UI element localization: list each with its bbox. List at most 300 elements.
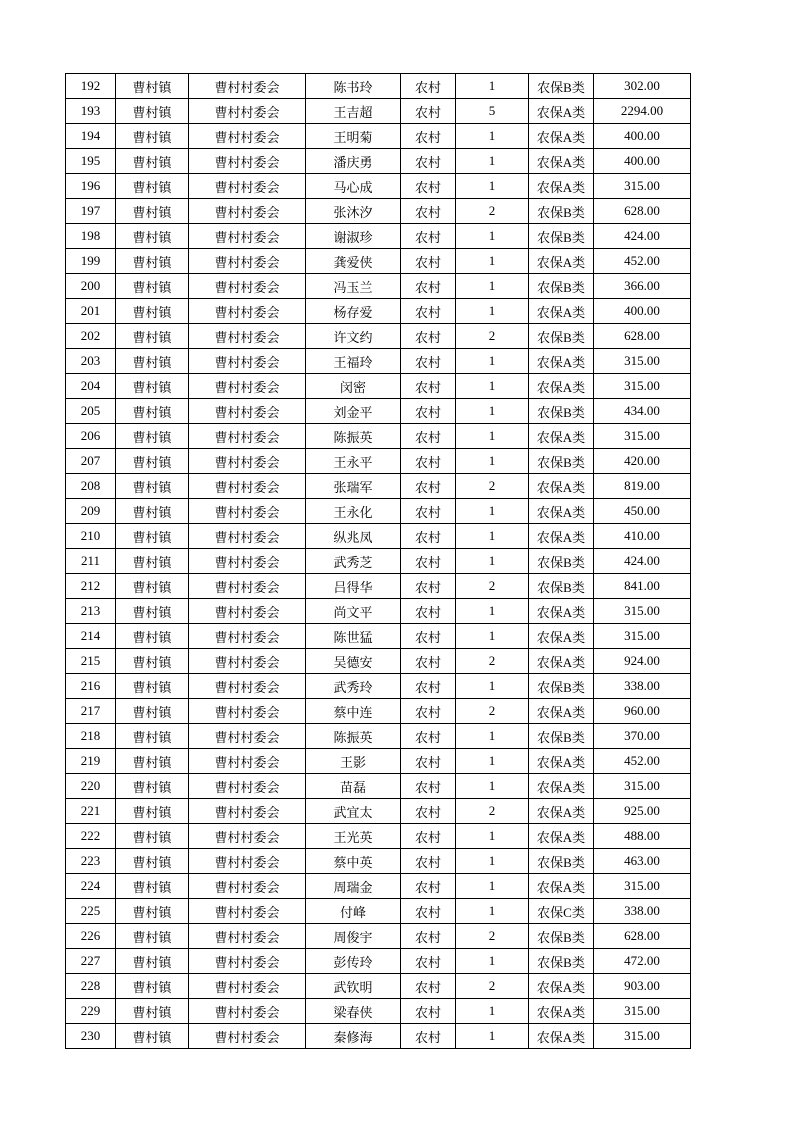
cell-insurance-category: 农保A类	[529, 624, 594, 649]
cell-amount: 924.00	[594, 649, 691, 674]
cell-insurance-category: 农保B类	[529, 724, 594, 749]
cell-village-committee: 曹村村委会	[189, 249, 306, 274]
cell-town: 曹村镇	[116, 299, 189, 324]
cell-name: 周俊宇	[306, 924, 401, 949]
cell-insurance-category: 农保A类	[529, 824, 594, 849]
table-row	[66, 749, 691, 774]
cell-person-count: 1	[456, 74, 529, 99]
cell-person-count: 2	[456, 199, 529, 224]
cell-residence-type: 农村	[401, 924, 456, 949]
table-row	[66, 724, 691, 749]
table-row	[66, 274, 691, 299]
cell-row-number: 198	[66, 224, 116, 249]
cell-amount: 903.00	[594, 974, 691, 999]
cell-village-committee: 曹村村委会	[189, 974, 306, 999]
cell-town: 曹村镇	[116, 374, 189, 399]
cell-person-count: 2	[456, 974, 529, 999]
cell-row-number: 225	[66, 899, 116, 924]
cell-insurance-category: 农保B类	[529, 924, 594, 949]
cell-person-count: 1	[456, 999, 529, 1024]
cell-insurance-category: 农保A类	[529, 1024, 594, 1049]
cell-amount: 841.00	[594, 574, 691, 599]
table-row	[66, 624, 691, 649]
cell-town: 曹村镇	[116, 724, 189, 749]
cell-insurance-category: 农保B类	[529, 199, 594, 224]
cell-insurance-category: 农保C类	[529, 899, 594, 924]
cell-name: 付峰	[306, 899, 401, 924]
cell-insurance-category: 农保A类	[529, 524, 594, 549]
cell-village-committee: 曹村村委会	[189, 699, 306, 724]
cell-name: 刘金平	[306, 399, 401, 424]
table-row	[66, 824, 691, 849]
cell-residence-type: 农村	[401, 999, 456, 1024]
cell-person-count: 2	[456, 324, 529, 349]
cell-residence-type: 农村	[401, 874, 456, 899]
table-row	[66, 374, 691, 399]
table-row	[66, 449, 691, 474]
cell-row-number: 196	[66, 174, 116, 199]
cell-residence-type: 农村	[401, 74, 456, 99]
cell-village-committee: 曹村村委会	[189, 824, 306, 849]
cell-residence-type: 农村	[401, 374, 456, 399]
table-row	[66, 224, 691, 249]
cell-insurance-category: 农保B类	[529, 399, 594, 424]
cell-amount: 2294.00	[594, 99, 691, 124]
cell-town: 曹村镇	[116, 74, 189, 99]
cell-person-count: 2	[456, 924, 529, 949]
cell-row-number: 210	[66, 524, 116, 549]
cell-amount: 424.00	[594, 549, 691, 574]
cell-amount: 400.00	[594, 299, 691, 324]
cell-name: 潘庆勇	[306, 149, 401, 174]
cell-residence-type: 农村	[401, 974, 456, 999]
table-row	[66, 174, 691, 199]
cell-row-number: 201	[66, 299, 116, 324]
cell-town: 曹村镇	[116, 749, 189, 774]
cell-name: 吕得华	[306, 574, 401, 599]
table-row	[66, 849, 691, 874]
cell-person-count: 1	[456, 599, 529, 624]
cell-residence-type: 农村	[401, 399, 456, 424]
cell-residence-type: 农村	[401, 449, 456, 474]
cell-residence-type: 农村	[401, 299, 456, 324]
cell-insurance-category: 农保B类	[529, 74, 594, 99]
cell-insurance-category: 农保A类	[529, 774, 594, 799]
cell-village-committee: 曹村村委会	[189, 749, 306, 774]
cell-name: 陈世猛	[306, 624, 401, 649]
cell-person-count: 2	[456, 474, 529, 499]
cell-village-committee: 曹村村委会	[189, 374, 306, 399]
cell-name: 武钦明	[306, 974, 401, 999]
cell-name: 张瑞军	[306, 474, 401, 499]
cell-person-count: 1	[456, 1024, 529, 1049]
cell-insurance-category: 农保A类	[529, 749, 594, 774]
cell-insurance-category: 农保B类	[529, 324, 594, 349]
cell-insurance-category: 农保B类	[529, 274, 594, 299]
cell-person-count: 1	[456, 174, 529, 199]
cell-row-number: 212	[66, 574, 116, 599]
cell-town: 曹村镇	[116, 399, 189, 424]
cell-row-number: 218	[66, 724, 116, 749]
cell-town: 曹村镇	[116, 1024, 189, 1049]
cell-amount: 338.00	[594, 674, 691, 699]
table-row	[66, 949, 691, 974]
cell-residence-type: 农村	[401, 174, 456, 199]
cell-row-number: 215	[66, 649, 116, 674]
cell-town: 曹村镇	[116, 874, 189, 899]
cell-row-number: 211	[66, 549, 116, 574]
cell-name: 王吉超	[306, 99, 401, 124]
cell-village-committee: 曹村村委会	[189, 524, 306, 549]
cell-insurance-category: 农保B类	[529, 574, 594, 599]
cell-amount: 315.00	[594, 624, 691, 649]
cell-name: 苗磊	[306, 774, 401, 799]
cell-amount: 452.00	[594, 749, 691, 774]
cell-row-number: 223	[66, 849, 116, 874]
cell-village-committee: 曹村村委会	[189, 874, 306, 899]
cell-person-count: 1	[456, 849, 529, 874]
cell-town: 曹村镇	[116, 499, 189, 524]
cell-insurance-category: 农保A类	[529, 699, 594, 724]
cell-person-count: 1	[456, 249, 529, 274]
cell-town: 曹村镇	[116, 249, 189, 274]
cell-residence-type: 农村	[401, 149, 456, 174]
cell-name: 尚文平	[306, 599, 401, 624]
cell-town: 曹村镇	[116, 174, 189, 199]
cell-name: 谢淑珍	[306, 224, 401, 249]
cell-amount: 370.00	[594, 724, 691, 749]
cell-residence-type: 农村	[401, 324, 456, 349]
cell-name: 王永平	[306, 449, 401, 474]
table-row	[66, 124, 691, 149]
cell-amount: 450.00	[594, 499, 691, 524]
table-row	[66, 649, 691, 674]
table-row	[66, 874, 691, 899]
cell-village-committee: 曹村村委会	[189, 499, 306, 524]
cell-amount: 315.00	[594, 374, 691, 399]
cell-insurance-category: 农保A类	[529, 649, 594, 674]
cell-town: 曹村镇	[116, 349, 189, 374]
cell-village-committee: 曹村村委会	[189, 224, 306, 249]
cell-village-committee: 曹村村委会	[189, 149, 306, 174]
cell-row-number: 228	[66, 974, 116, 999]
cell-amount: 400.00	[594, 124, 691, 149]
table-row	[66, 924, 691, 949]
cell-name: 纵兆凤	[306, 524, 401, 549]
cell-town: 曹村镇	[116, 924, 189, 949]
table-row	[66, 499, 691, 524]
table-row	[66, 699, 691, 724]
cell-village-committee: 曹村村委会	[189, 849, 306, 874]
cell-person-count: 1	[456, 149, 529, 174]
cell-town: 曹村镇	[116, 274, 189, 299]
cell-amount: 315.00	[594, 349, 691, 374]
table-row	[66, 1024, 691, 1049]
cell-person-count: 2	[456, 649, 529, 674]
cell-row-number: 207	[66, 449, 116, 474]
cell-row-number: 214	[66, 624, 116, 649]
cell-row-number: 230	[66, 1024, 116, 1049]
cell-residence-type: 农村	[401, 124, 456, 149]
cell-insurance-category: 农保A类	[529, 424, 594, 449]
cell-insurance-category: 农保B类	[529, 224, 594, 249]
cell-town: 曹村镇	[116, 649, 189, 674]
cell-name: 陈书玲	[306, 74, 401, 99]
cell-person-count: 1	[456, 724, 529, 749]
cell-town: 曹村镇	[116, 799, 189, 824]
cell-name: 王福玲	[306, 349, 401, 374]
table-row	[66, 474, 691, 499]
cell-amount: 315.00	[594, 874, 691, 899]
cell-row-number: 229	[66, 999, 116, 1024]
table-row	[66, 299, 691, 324]
cell-name: 王明菊	[306, 124, 401, 149]
cell-town: 曹村镇	[116, 149, 189, 174]
cell-insurance-category: 农保A类	[529, 374, 594, 399]
cell-amount: 472.00	[594, 949, 691, 974]
cell-residence-type: 农村	[401, 599, 456, 624]
table-row	[66, 974, 691, 999]
cell-name: 冯玉兰	[306, 274, 401, 299]
cell-name: 吴德安	[306, 649, 401, 674]
cell-name: 许文约	[306, 324, 401, 349]
table-row	[66, 199, 691, 224]
cell-residence-type: 农村	[401, 574, 456, 599]
cell-amount: 452.00	[594, 249, 691, 274]
cell-name: 王影	[306, 749, 401, 774]
cell-name: 武宜太	[306, 799, 401, 824]
cell-village-committee: 曹村村委会	[189, 724, 306, 749]
cell-insurance-category: 农保A类	[529, 174, 594, 199]
cell-person-count: 1	[456, 549, 529, 574]
cell-town: 曹村镇	[116, 124, 189, 149]
cell-village-committee: 曹村村委会	[189, 1024, 306, 1049]
cell-row-number: 226	[66, 924, 116, 949]
cell-residence-type: 农村	[401, 699, 456, 724]
cell-residence-type: 农村	[401, 424, 456, 449]
table-row	[66, 774, 691, 799]
cell-village-committee: 曹村村委会	[189, 274, 306, 299]
cell-amount: 315.00	[594, 599, 691, 624]
table-row	[66, 799, 691, 824]
cell-amount: 410.00	[594, 524, 691, 549]
cell-name: 武秀芝	[306, 549, 401, 574]
cell-village-committee: 曹村村委会	[189, 349, 306, 374]
cell-insurance-category: 农保B类	[529, 449, 594, 474]
table-row	[66, 524, 691, 549]
cell-insurance-category: 农保A类	[529, 349, 594, 374]
cell-person-count: 1	[456, 524, 529, 549]
cell-residence-type: 农村	[401, 199, 456, 224]
cell-amount: 424.00	[594, 224, 691, 249]
cell-amount: 819.00	[594, 474, 691, 499]
cell-village-committee: 曹村村委会	[189, 899, 306, 924]
cell-town: 曹村镇	[116, 449, 189, 474]
cell-village-committee: 曹村村委会	[189, 574, 306, 599]
cell-insurance-category: 农保A类	[529, 999, 594, 1024]
cell-village-committee: 曹村村委会	[189, 199, 306, 224]
cell-row-number: 222	[66, 824, 116, 849]
table-row	[66, 74, 691, 99]
cell-residence-type: 农村	[401, 849, 456, 874]
cell-name: 周瑞金	[306, 874, 401, 899]
cell-village-committee: 曹村村委会	[189, 324, 306, 349]
cell-name: 秦修海	[306, 1024, 401, 1049]
cell-amount: 315.00	[594, 424, 691, 449]
cell-amount: 400.00	[594, 149, 691, 174]
cell-town: 曹村镇	[116, 774, 189, 799]
cell-name: 蔡中连	[306, 699, 401, 724]
cell-row-number: 206	[66, 424, 116, 449]
cell-name: 武秀玲	[306, 674, 401, 699]
table-row	[66, 999, 691, 1024]
cell-residence-type: 农村	[401, 749, 456, 774]
cell-row-number: 227	[66, 949, 116, 974]
cell-insurance-category: 农保A类	[529, 249, 594, 274]
cell-row-number: 199	[66, 249, 116, 274]
cell-row-number: 195	[66, 149, 116, 174]
cell-residence-type: 农村	[401, 949, 456, 974]
cell-town: 曹村镇	[116, 424, 189, 449]
cell-person-count: 1	[456, 124, 529, 149]
cell-residence-type: 农村	[401, 899, 456, 924]
cell-row-number: 205	[66, 399, 116, 424]
cell-residence-type: 农村	[401, 724, 456, 749]
table-row	[66, 549, 691, 574]
cell-person-count: 1	[456, 374, 529, 399]
cell-person-count: 1	[456, 299, 529, 324]
cell-village-committee: 曹村村委会	[189, 949, 306, 974]
cell-insurance-category: 农保A类	[529, 499, 594, 524]
cell-town: 曹村镇	[116, 99, 189, 124]
cell-residence-type: 农村	[401, 799, 456, 824]
cell-row-number: 209	[66, 499, 116, 524]
table-row	[66, 324, 691, 349]
cell-row-number: 224	[66, 874, 116, 899]
cell-person-count: 1	[456, 349, 529, 374]
cell-insurance-category: 农保B类	[529, 674, 594, 699]
cell-residence-type: 农村	[401, 774, 456, 799]
cell-village-committee: 曹村村委会	[189, 799, 306, 824]
cell-town: 曹村镇	[116, 574, 189, 599]
cell-town: 曹村镇	[116, 999, 189, 1024]
cell-amount: 366.00	[594, 274, 691, 299]
cell-row-number: 204	[66, 374, 116, 399]
cell-town: 曹村镇	[116, 699, 189, 724]
cell-name: 梁春侠	[306, 999, 401, 1024]
cell-town: 曹村镇	[116, 549, 189, 574]
table-row	[66, 349, 691, 374]
cell-residence-type: 农村	[401, 1024, 456, 1049]
cell-insurance-category: 农保A类	[529, 124, 594, 149]
cell-row-number: 197	[66, 199, 116, 224]
cell-person-count: 1	[456, 774, 529, 799]
cell-village-committee: 曹村村委会	[189, 399, 306, 424]
cell-amount: 420.00	[594, 449, 691, 474]
cell-amount: 628.00	[594, 324, 691, 349]
cell-residence-type: 农村	[401, 549, 456, 574]
cell-name: 蔡中英	[306, 849, 401, 874]
cell-row-number: 221	[66, 799, 116, 824]
cell-town: 曹村镇	[116, 524, 189, 549]
cell-insurance-category: 农保A类	[529, 799, 594, 824]
cell-village-committee: 曹村村委会	[189, 299, 306, 324]
cell-residence-type: 农村	[401, 249, 456, 274]
cell-village-committee: 曹村村委会	[189, 99, 306, 124]
table-row	[66, 399, 691, 424]
cell-town: 曹村镇	[116, 624, 189, 649]
cell-amount: 628.00	[594, 199, 691, 224]
cell-town: 曹村镇	[116, 324, 189, 349]
cell-row-number: 219	[66, 749, 116, 774]
table-row	[66, 599, 691, 624]
cell-person-count: 1	[456, 624, 529, 649]
cell-amount: 338.00	[594, 899, 691, 924]
cell-amount: 434.00	[594, 399, 691, 424]
cell-amount: 302.00	[594, 74, 691, 99]
table-row	[66, 574, 691, 599]
cell-row-number: 193	[66, 99, 116, 124]
cell-person-count: 1	[456, 824, 529, 849]
cell-amount: 315.00	[594, 999, 691, 1024]
cell-amount: 628.00	[594, 924, 691, 949]
cell-person-count: 1	[456, 499, 529, 524]
cell-row-number: 216	[66, 674, 116, 699]
cell-person-count: 1	[456, 399, 529, 424]
cell-insurance-category: 农保A类	[529, 299, 594, 324]
cell-town: 曹村镇	[116, 949, 189, 974]
cell-insurance-category: 农保B类	[529, 849, 594, 874]
cell-amount: 925.00	[594, 799, 691, 824]
cell-person-count: 1	[456, 899, 529, 924]
cell-town: 曹村镇	[116, 974, 189, 999]
cell-amount: 960.00	[594, 699, 691, 724]
cell-person-count: 2	[456, 699, 529, 724]
cell-amount: 315.00	[594, 774, 691, 799]
cell-name: 陈振英	[306, 424, 401, 449]
cell-residence-type: 农村	[401, 224, 456, 249]
cell-village-committee: 曹村村委会	[189, 649, 306, 674]
cell-name: 王光英	[306, 824, 401, 849]
cell-village-committee: 曹村村委会	[189, 424, 306, 449]
cell-village-committee: 曹村村委会	[189, 774, 306, 799]
cell-village-committee: 曹村村委会	[189, 999, 306, 1024]
table-row	[66, 249, 691, 274]
cell-insurance-category: 农保A类	[529, 149, 594, 174]
cell-village-committee: 曹村村委会	[189, 599, 306, 624]
cell-person-count: 2	[456, 799, 529, 824]
cell-residence-type: 农村	[401, 649, 456, 674]
cell-town: 曹村镇	[116, 599, 189, 624]
cell-residence-type: 农村	[401, 274, 456, 299]
cell-person-count: 1	[456, 224, 529, 249]
cell-town: 曹村镇	[116, 474, 189, 499]
cell-insurance-category: 农保A类	[529, 874, 594, 899]
cell-name: 马心成	[306, 174, 401, 199]
cell-insurance-category: 农保A类	[529, 599, 594, 624]
table-row	[66, 674, 691, 699]
cell-residence-type: 农村	[401, 99, 456, 124]
benefits-table	[65, 73, 691, 1049]
cell-residence-type: 农村	[401, 624, 456, 649]
cell-person-count: 1	[456, 949, 529, 974]
cell-town: 曹村镇	[116, 674, 189, 699]
cell-insurance-category: 农保A类	[529, 474, 594, 499]
cell-row-number: 203	[66, 349, 116, 374]
cell-amount: 315.00	[594, 174, 691, 199]
cell-row-number: 192	[66, 74, 116, 99]
cell-name: 张沐汐	[306, 199, 401, 224]
